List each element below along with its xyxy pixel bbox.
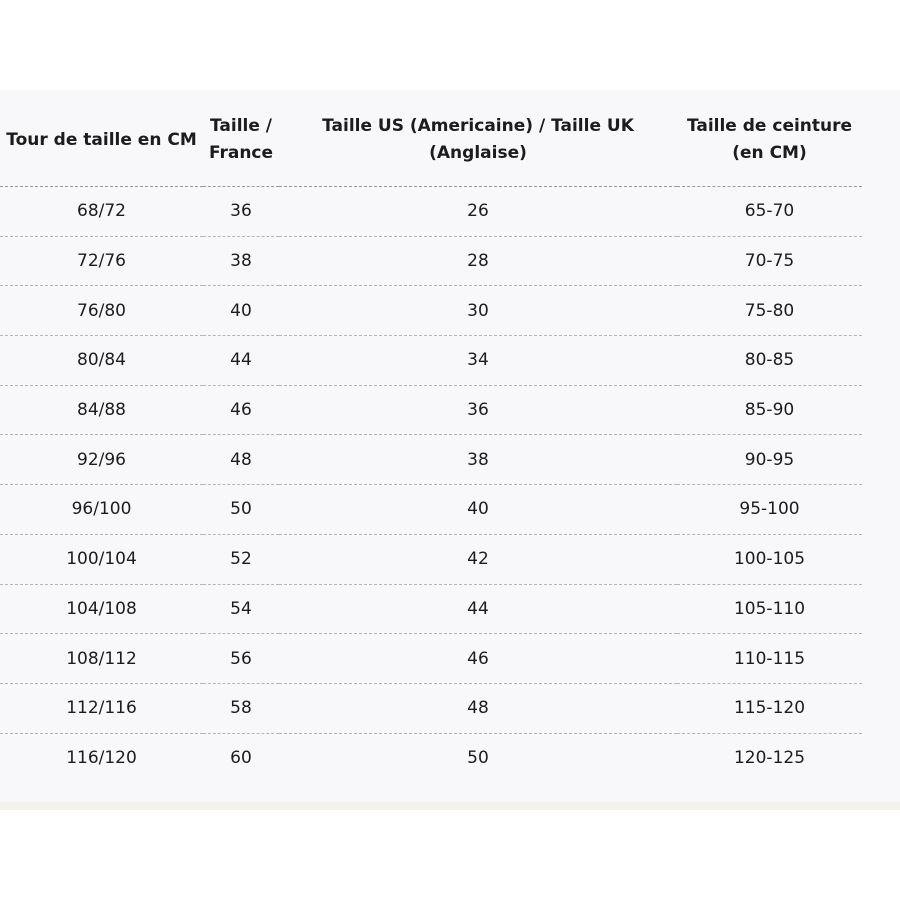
cell-us-uk: 38 <box>279 435 677 485</box>
sheet-bottom-edge <box>0 802 900 810</box>
cell-belt: 80-85 <box>677 336 862 386</box>
table-row <box>0 683 862 733</box>
cell-waist: 116/120 <box>66 747 137 768</box>
cell-france: 38 <box>203 236 279 286</box>
cell-us-uk: 48 <box>279 683 677 733</box>
cell-france: 44 <box>203 336 279 386</box>
table-row <box>0 584 862 634</box>
cell-belt: 110-115 <box>677 634 862 684</box>
cell-france: 40 <box>203 286 279 336</box>
cell-waist: 68/72 <box>0 187 203 237</box>
table-row <box>0 733 862 782</box>
header-waist-cm: Tour de taille en CM <box>0 90 203 187</box>
cell-waist: 108/112 <box>0 634 203 684</box>
cell-belt: 95-100 <box>677 485 862 535</box>
table-row <box>0 385 862 435</box>
cell-us-uk: 44 <box>279 584 677 634</box>
cell-us-uk: 42 <box>279 534 677 584</box>
size-chart-table <box>0 90 862 782</box>
cell-belt: 65-70 <box>677 187 862 237</box>
cell-belt: 75-80 <box>677 286 862 336</box>
cell-waist: 96/100 <box>0 485 203 535</box>
cell-us-uk: 46 <box>279 634 677 684</box>
cell-waist: 92/96 <box>0 435 203 485</box>
header-size-france: Taille / France <box>203 90 279 187</box>
cell-us-uk: 50 <box>467 747 489 768</box>
cell-france: 58 <box>203 683 279 733</box>
cell-belt: 85-90 <box>677 385 862 435</box>
cell-waist: 84/88 <box>0 385 203 435</box>
cell-waist: 76/80 <box>0 286 203 336</box>
cell-waist: 72/76 <box>0 236 203 286</box>
cell-belt: 105-110 <box>677 584 862 634</box>
cell-belt: 120-125 <box>733 747 806 768</box>
table-row <box>0 435 862 485</box>
table-row <box>0 485 862 535</box>
cell-belt: 90-95 <box>677 435 862 485</box>
cell-belt: 100-105 <box>677 534 862 584</box>
cell-belt: 115-120 <box>677 683 862 733</box>
cell-france: 48 <box>203 435 279 485</box>
size-chart-sheet <box>0 90 900 802</box>
table-row <box>0 634 862 684</box>
cell-us-uk: 40 <box>279 485 677 535</box>
cell-france: 46 <box>203 385 279 435</box>
table-row <box>0 286 862 336</box>
cell-us-uk: 28 <box>279 236 677 286</box>
table-row <box>0 187 862 237</box>
cell-france: 60 <box>230 747 252 768</box>
cell-france: 52 <box>203 534 279 584</box>
header-belt-size-cm: Taille de ceinture (en CM) <box>677 90 862 187</box>
cell-belt: 70-75 <box>677 236 862 286</box>
cell-waist: 112/116 <box>0 683 203 733</box>
table-row <box>0 336 862 386</box>
cell-waist: 80/84 <box>0 336 203 386</box>
cell-us-uk: 30 <box>279 286 677 336</box>
cell-france: 54 <box>203 584 279 634</box>
header-size-us-uk: Taille US (Americaine) / Taille UK (Anglaise) <box>279 90 677 187</box>
cell-us-uk: 26 <box>279 187 677 237</box>
cell-us-uk: 36 <box>279 385 677 435</box>
cell-france: 36 <box>203 187 279 237</box>
cell-france: 56 <box>203 634 279 684</box>
cell-waist: 104/108 <box>0 584 203 634</box>
table-row <box>0 534 862 584</box>
table-row <box>0 236 862 286</box>
cell-us-uk: 34 <box>279 336 677 386</box>
header-row <box>0 90 862 187</box>
cell-france: 50 <box>203 485 279 535</box>
cell-waist: 100/104 <box>0 534 203 584</box>
